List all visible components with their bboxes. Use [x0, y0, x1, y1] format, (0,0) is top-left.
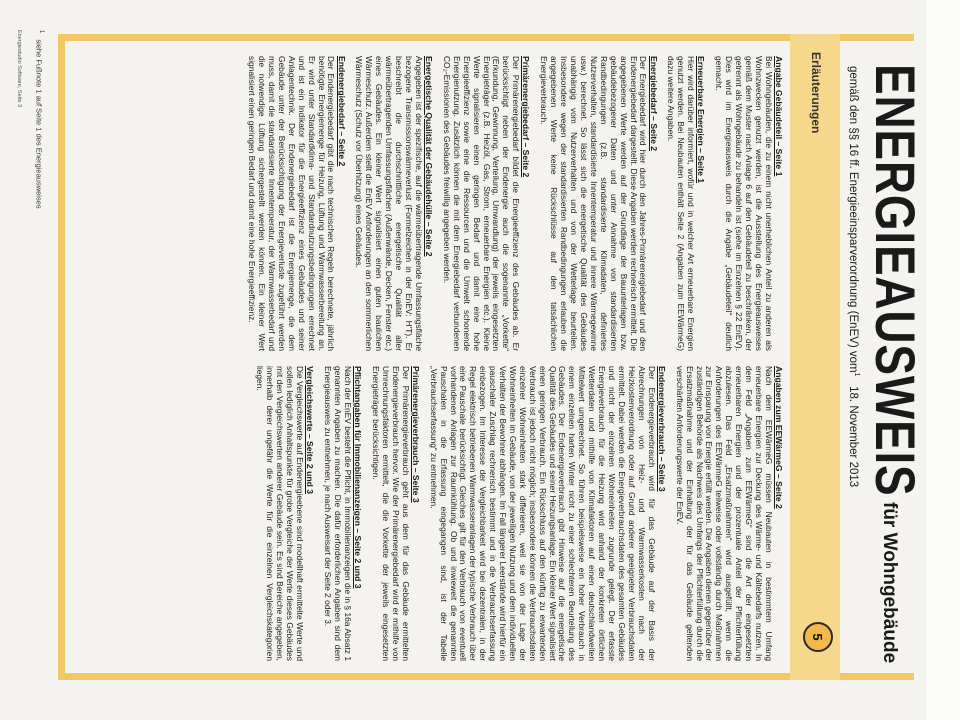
document-title-suffix: für Wohngebäude — [879, 502, 900, 664]
section-heading: Energetische Qualität der Gebäudehülle – Seite 2 — [424, 56, 435, 257]
subtitle-text: gemäß den §§ 16 ff. Energieeinsparverordnung (EnEV) vom — [847, 66, 860, 373]
section-heading: Primärenergiebedarf – Seite 2 — [521, 56, 532, 178]
section-heading: Vergleichswerte – Seite 2 und 3 — [305, 366, 316, 495]
explanation-section — [354, 56, 434, 351]
subtitle-date: 18. November 2013 — [847, 386, 860, 488]
section-body: Bei Wohngebäuden, die zu einem nicht unerheblichen Anteil zu anderen als Wohnzwecken genutzt werden, ist die Ausstellung des Energieausweises gemäß dem Muster nach Anlage 6 auf den Gebäudeteil zu beschränken, der getrennt als Wohngebäude zu behandeln ist (siehe im Einzelnen § 22 EnEV). Dies wird im Energieausweis durch die Angabe „Gebäudeteil“ deutlich gemacht. — [714, 56, 774, 351]
header — [858, 64, 927, 674]
explanation-section — [674, 366, 784, 661]
explanation-section — [246, 56, 346, 351]
printer-note: Energiestudio Software, Seite 3 — [16, 30, 22, 108]
section-body: Der Energiebedarf wird hier durch den Jahres-Primärenergiebedarf und den Endenergiebedarf dargestellt. Diese Angaben werden rechnerisch ermittelt. Die angegebenen Werte werden auf der Grundlage der Bauunterlagen bzw. gebäudebezogener Daten und unter Annahme von standardisierten Randbedingungen (z.B. standardisierte Klimadaten, definiertes Nutzerverhalten, standardisierte Innentemperatur und innere Wärmegewinne usw.) berechnet. So lässt sich die energetische Qualität des Gebäudes unabhängig vom Nutzerverhalten und von der Wetterlage beurteilen. Insbesondere wegen der standardisierten Randbedingungen erlauben die angegebenen Werte keine Rückschlüsse auf den tatsächlichen Energieverbrauch. — [539, 56, 649, 351]
section-body: Die Vergleichswerte auf Endenergieebene sind modellhaft ermittelte Werte und sollen lediglich Anhaltspunkte für grobe Vergleiche der Werte dieses Gebäudes mit den Vergleichswerten anderer Gebäude sein. Es sind Bereiche angegeben, innerhalb derer ungefähr die Werte für die einzelnen Vergleichskategorien liegen. — [255, 366, 306, 661]
left-column — [64, 56, 784, 351]
explanation-section — [538, 56, 658, 351]
explanation-section — [322, 366, 363, 661]
section-heading: Pflichtangaben für Immobilienanzeigen – Seite 2 und 3 — [353, 366, 364, 589]
explanation-section — [441, 56, 531, 351]
right-column — [64, 366, 784, 661]
page-margin — [926, 0, 960, 720]
section-heading: Energiebedarf – Seite 2 — [648, 56, 659, 152]
section-label: Erläuterungen — [809, 52, 823, 134]
document-title: ENERGIEAUSWEIS — [864, 64, 927, 497]
explanation-section — [666, 56, 707, 351]
explanation-section — [713, 56, 784, 351]
section-heading: Erneuerbare Energien – Seite 1 — [696, 56, 707, 184]
section-heading: Primärenergieverbrauch – Seite 3 — [410, 366, 421, 503]
footnote-number: 1 — [38, 30, 44, 34]
subtitle-footnote-ref: 1 — [853, 372, 860, 377]
section-heading: Endenergieverbrauch – Seite 3 — [656, 366, 667, 492]
section-body: Der Primärenergiebedarf bildet die Energieeffizienz des Gebäudes ab. Er berücksichtigt neben der Endenergie auch die sogenannte „Vorkette“ (Erkundung, Gewinnung, Verteilung, Umwandlung) der jeweils eingesetzten Energieträger (z.B. Heizöl, Gas, Strom, erneuerbare Energien etc.). Kleine Werte signalisieren einen geringen Bedarf und damit eine hohe Energieeffizienz sowie eine die Ressourcen und die Umwelt schonende Energienutzung. Zusätzlich können die mit dem Energiebedarf verbundenen CO₂-Emissionen des Gebäudes freiwillig angegeben werden. — [441, 56, 522, 351]
section-heading: Angaben zum EEWärmeG – Seite 2 — [774, 366, 784, 509]
explanation-section — [370, 366, 421, 661]
section-body: Der Primärenergieverbrauch geht aus dem für das Gebäude ermittelten Endenergieverbrauch hervor. Wie der Primärenergiebedarf wird er mithilfe von Umrechnungsfaktoren ermittelt, die die Vorkette der jeweils eingesetzten Energieträger berücksichtigen. — [370, 366, 411, 661]
footnote — [35, 30, 45, 630]
document-subtitle — [847, 66, 860, 626]
section-body: Hier wird darüber informiert, wofür und in welcher Art erneuerbare Energien genutzt werden. Bei Neubauten enthält Seite 2 (Angaben zum EEWärmeG) dazu weitere Angaben. — [666, 56, 697, 351]
explanation-section — [428, 366, 667, 661]
section-heading: Angabe Gebäudeteil – Seite 1 — [774, 56, 784, 177]
page-number-badge: 5 — [803, 622, 833, 652]
explanation-section — [255, 366, 316, 661]
footnote-text: siehe Fußnote 1 auf Seite 1 des Energieausweises — [34, 39, 44, 209]
section-body: Der Endenergiebedarf gibt die nach technischen Regeln berechnete, jährlich benötigte Energiemenge für Heizung, Lüftung und Warmwasserbereitung an. Er wird unter Standardklima- und Standardnutzungsbedingungen errechnet und ist ein Indikator für die Energieeffizienz eines Gebäudes und seiner Anlagentechnik. Der Endenergiebedarf ist die Energiemenge, die dem Gebäude unter der Berücksichtigung der Energieverluste zugeführt werden muss, damit die standardisierte Innentemperatur, der Warmwasserbedarf und die notwendige Lüftung sichergestellt werden können. Ein kleiner Wert signalisiert einen geringen Bedarf und damit eine hohe Energieeffizienz. — [247, 56, 337, 351]
section-body: Angegeben ist der spezifische, auf die wärmeübertragende Umfassungsfläche bezogene Transmissionswärmeverlust (Formelzeichen in der EnEV: H'T). Er beschreibt die durchschnittliche energetische Qualität aller wärmeübertragenden Umfassungsflächen (Außenwände, Decken, Fenster etc.) eines Gebäudes. Ein kleiner Wert signalisiert einen guten baulichen Wärmeschutz. Außerdem stellt die EnEV Anforderungen an den sommerlichen Wärmeschutz (Schutz vor Überhitzung) eines Gebäudes. — [354, 56, 424, 351]
section-body: Nach der EnEV besteht die Pflicht, in Immobilienanzeigen die in § 16a Absatz 1 genannten Angaben zu machen. Die dafür erforderlichen Angaben sind dem Energieausweis zu entnehmen, je nach Ausweisart der Seite 2 oder 3. — [323, 366, 353, 661]
section-body: Der Endenergieverbrauch wird für das Gebäude auf der Basis der Abrechnungen von Heiz- und Warmwasserkosten nach der Heizkostenverordnung oder auf Grund anderer geeigneter Verbrauchsdaten ermittelt. Dabei werden die Energieverbrauchsdaten des gesamten Gebäudes und nicht der einzelnen Wohneinheiten zugrunde gelegt. Der erfasste Energieverbrauch für die Heizung wird anhand der konkreten örtlichen Wetterdaten und mithilfe von Klimafaktoren auf einen deutschlandweiten Mittelwert umgerechnet. So führen beispielsweise ein hoher Verbrauch in einem einzelnen harten Winter nicht zu einer schlechteren Beurteilung des Gebäudes. Der Endenergieverbrauch gibt Hinweise auf die energetische Qualität des Gebäudes und seiner Heizungsanlage. Ein kleiner Wert signalisiert einen geringen Verbrauch. Ein Rückschluss auf den künftig zu erwartenden Verbrauch ist jedoch nicht möglich; insbesondere können die Verbrauchsdaten einzelner Wohneinheiten stark differieren, weil sie von der Lage der Wohneinheiten im Gebäude, von der jeweiligen Nutzung und dem individuellen Verhalten der Bewohner abhängen. Im Fall längerer Leerstände wird hierfür ein pauschaler Zuschlag rechnerisch bestimmt und in die Verbrauchserfassung einbezogen. Im Interesse der Vergleichbarkeit wird bei dezentralen, in der Regel elektrisch betriebenen Warmwasseranlagen der typische Verbrauch über eine Pauschale berücksichtigt. Gleiches gilt für den Verbrauch von eventuell vorhandenen Anlagen zur Raumkühlung. Ob und inwieweit die genannten Pauschalen in die Erfassung eingegangen sind, ist der Tabelle „Verbrauchserfassung“ zu entnehmen. — [428, 366, 657, 661]
section-heading: Endenergiebedarf – Seite 2 — [336, 56, 347, 167]
section-body: Nach dem EEWärmeG müssen Neubauten in bestimmtem Umfang erneuerbare Energien zur Deckung des Wärme- und Kältebedarfs nutzen. In dem Feld „Angaben zum EEWärmeG“ sind die Art der eingesetzten erneuerbaren Energien und der prozentuale Anteil der Pflichterfüllung abzulesen. Das Feld „Ersatzmaßnahmen“ wird ausgefüllt, wenn die Anforderungen des EEWärmeG teilweise oder vollständig durch Maßnahmen zur Einsparung von Energie erfüllt werden. Die Angaben dienen gegenüber der zuständigen Behörde als Nachweis des Umfangs der Pflichterfüllung durch die Ersatzmaßnahme und der Einhaltung der für das Gebäude geltenden verschärften Anforderungswerte der EnEV. — [674, 366, 774, 661]
